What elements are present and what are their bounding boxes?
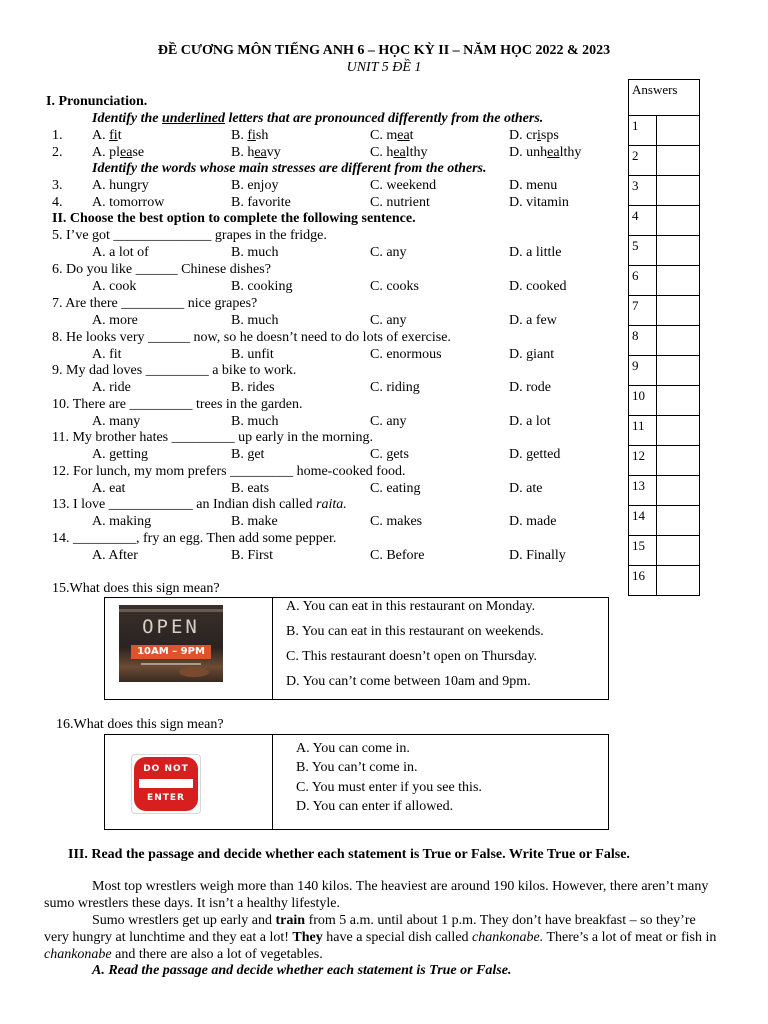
option-a[interactable]: A. cook <box>92 279 137 294</box>
option-d[interactable]: D. menu <box>509 178 558 193</box>
option-d[interactable]: D. a few <box>509 313 557 328</box>
option-b[interactable]: B. unfit <box>231 347 274 362</box>
option-d[interactable]: D. ate <box>509 481 543 496</box>
section1-instruction-2: Identify the words whose main stresses are different from the others. <box>92 161 487 176</box>
answer-cell[interactable] <box>657 326 700 356</box>
question-text: 10. There are _________ trees in the garden. <box>52 397 303 412</box>
option-b[interactable]: B. rides <box>231 380 275 395</box>
option-d[interactable]: D. a little <box>509 245 562 260</box>
answer-number: 9 <box>629 356 657 386</box>
option-a[interactable]: A. a lot of <box>92 245 149 260</box>
answer-cell[interactable] <box>657 446 700 476</box>
option-b[interactable]: B. get <box>231 447 265 462</box>
option-c[interactable]: C. any <box>370 414 407 429</box>
question-text: 8. He looks very ______ now, so he doesn’t need to do lots of exercise. <box>52 330 451 345</box>
answer-number: 14 <box>629 506 657 536</box>
answers-header: Answers <box>629 80 700 116</box>
option-b[interactable]: B. You can’t come in. <box>296 760 418 775</box>
option-c[interactable]: C. healthy <box>370 145 428 160</box>
answer-number: 4 <box>629 206 657 236</box>
option-d[interactable]: D. giant <box>509 347 555 362</box>
option-d[interactable]: D. rode <box>509 380 551 395</box>
answer-number: 13 <box>629 476 657 506</box>
passage-paragraph-1: Most top wrestlers weigh more than 140 kilos. The heaviest are around 190 kilos. However, there aren’t many sumo wrestlers these days. It isn’t a healthy lifestyle. <box>44 879 709 911</box>
option-c[interactable]: C. meat <box>370 128 414 143</box>
option-c[interactable]: C. cooks <box>370 279 419 294</box>
option-d[interactable]: D. made <box>509 514 557 529</box>
option-c[interactable]: C. You must enter if you see this. <box>296 780 482 795</box>
option-b[interactable]: B. fish <box>231 128 269 143</box>
question-number: 3. <box>52 178 63 193</box>
do-not-enter-sign <box>131 754 201 814</box>
answer-cell[interactable] <box>657 386 700 416</box>
option-b[interactable]: B. much <box>231 414 279 429</box>
question-text: 16.What does this sign mean? <box>56 717 224 732</box>
q16-box <box>104 734 609 830</box>
question-text: 12. For lunch, my mom prefers _________ home-cooked food. <box>52 464 406 479</box>
option-a[interactable]: A. fit <box>92 347 122 362</box>
option-b[interactable]: B. You can eat in this restaurant on weekends. <box>286 624 544 639</box>
option-a[interactable]: A. making <box>92 514 152 529</box>
section2-heading: II. Choose the best option to complete the following sentence. <box>52 211 416 226</box>
option-b[interactable]: B. heavy <box>231 145 281 160</box>
answer-number: 2 <box>629 146 657 176</box>
question-text: 9. My dad loves _________ a bike to work. <box>52 363 297 378</box>
option-b[interactable]: B. enjoy <box>231 178 279 193</box>
section1-instruction-1: Identify the underlined letters that are pronounced differently from the others. <box>92 111 544 126</box>
answer-number: 6 <box>629 266 657 296</box>
option-a[interactable]: A. After <box>92 548 138 563</box>
option-a[interactable]: A. eat <box>92 481 126 496</box>
question-number: 2. <box>52 145 63 160</box>
answer-cell[interactable] <box>657 206 700 236</box>
question-text: 7. Are there _________ nice grapes? <box>52 296 258 311</box>
option-c[interactable]: C. Before <box>370 548 425 563</box>
page-subtitle: UNIT 5 ĐỀ 1 <box>346 60 422 75</box>
option-a[interactable]: A. tomorrow <box>92 195 165 210</box>
answer-number: 16 <box>629 566 657 596</box>
answer-cell[interactable] <box>657 416 700 446</box>
answers-table <box>628 79 700 596</box>
option-b[interactable]: B. much <box>231 313 279 328</box>
answer-number: 15 <box>629 536 657 566</box>
answer-cell[interactable] <box>657 296 700 326</box>
answer-cell[interactable] <box>657 506 700 536</box>
answer-number: 7 <box>629 296 657 326</box>
option-c[interactable]: C. riding <box>370 380 420 395</box>
option-c[interactable]: C. any <box>370 245 407 260</box>
answer-cell[interactable] <box>657 146 700 176</box>
answer-number: 12 <box>629 446 657 476</box>
answer-number: 11 <box>629 416 657 446</box>
option-b[interactable]: B. favorite <box>231 195 291 210</box>
option-d[interactable]: D. Finally <box>509 548 566 563</box>
question-text: 6. Do you like ______ Chinese dishes? <box>52 262 271 277</box>
option-c[interactable]: C. This restaurant doesn’t open on Thursday. <box>286 649 538 664</box>
option-c[interactable]: C. weekend <box>370 178 437 193</box>
answer-number: 1 <box>629 116 657 146</box>
option-a[interactable]: A. ride <box>92 380 131 395</box>
option-b[interactable]: B. cooking <box>231 279 293 294</box>
answer-number: 8 <box>629 326 657 356</box>
option-b[interactable]: B. First <box>231 548 274 563</box>
option-d[interactable]: D. getted <box>509 447 561 462</box>
option-d[interactable]: D. You can’t come between 10am and 9pm. <box>286 674 531 689</box>
question-text: 5. I’ve got ______________ grapes in the fridge. <box>52 228 327 243</box>
option-c[interactable]: C. enormous <box>370 347 442 362</box>
sign-text-bottom: ENTER <box>147 793 185 803</box>
answer-number: 5 <box>629 236 657 266</box>
section3-heading: III. Read the passage and decide whether each statement is True or False. Write True or False. <box>68 847 630 862</box>
option-b[interactable]: B. make <box>231 514 278 529</box>
answer-cell[interactable] <box>657 116 700 146</box>
question-number: 4. <box>52 195 63 210</box>
option-a[interactable]: A. many <box>92 414 141 429</box>
passage-paragraph-2: Sumo wrestlers get up early and train from 5 a.m. until about 1 p.m. They don’t have breakfast – so they’re very hungry at lunchtime and they eat a lot! They have a special dish called chankonabe. There’s a lot of meat or fish in chankonabe and there are also a lot of vegetables. <box>44 913 717 962</box>
question-text: 15.What does this sign mean? <box>52 581 220 596</box>
option-d[interactable]: D. unhealthy <box>509 145 582 160</box>
answer-number: 3 <box>629 176 657 206</box>
question-text: 14. _________, fry an egg. Then add some pepper. <box>52 531 337 546</box>
option-c[interactable]: C. nutrient <box>370 195 430 210</box>
open-sign-image <box>119 605 223 682</box>
option-c[interactable]: C. any <box>370 313 407 328</box>
question-number: 1. <box>52 128 63 143</box>
answer-cell[interactable] <box>657 176 700 206</box>
open-sign-text: OPEN <box>142 616 200 638</box>
option-d[interactable]: D. cooked <box>509 279 567 294</box>
answer-cell[interactable] <box>657 476 700 506</box>
answer-cell[interactable] <box>657 236 700 266</box>
answer-cell[interactable] <box>657 266 700 296</box>
open-sign-hours: 10AM – 9PM <box>131 645 211 659</box>
sign-text-top: DO NOT <box>143 764 189 774</box>
answer-cell[interactable] <box>657 356 700 386</box>
option-d[interactable]: D. vitamin <box>509 195 569 210</box>
option-c[interactable]: C. makes <box>370 514 423 529</box>
q15-box <box>104 597 609 700</box>
answer-cell[interactable] <box>657 566 700 596</box>
question-text: 13. I love ____________ an Indian dish called raita. <box>52 497 347 512</box>
option-d[interactable]: D. a lot <box>509 414 551 429</box>
answer-number: 10 <box>629 386 657 416</box>
option-d[interactable]: D. You can enter if allowed. <box>296 799 454 814</box>
option-a[interactable]: A. please <box>92 145 145 160</box>
option-c[interactable]: C. gets <box>370 447 409 462</box>
page-title: ĐỀ CƯƠNG MÔN TIẾNG ANH 6 – HỌC KỲ II – NĂM HỌC 2022 & 2023 <box>157 43 611 58</box>
option-a[interactable]: A. more <box>92 313 138 328</box>
option-c[interactable]: C. eating <box>370 481 421 496</box>
answer-cell[interactable] <box>657 536 700 566</box>
option-d[interactable]: D. crisps <box>509 128 559 143</box>
section1-heading: I. Pronunciation. <box>46 94 148 109</box>
option-a[interactable]: A. You can come in. <box>296 741 410 756</box>
question-text: 11. My brother hates _________ up early in the morning. <box>52 430 374 445</box>
option-b[interactable]: B. much <box>231 245 279 260</box>
option-a[interactable]: A. fit <box>92 128 122 143</box>
option-a[interactable]: A. You can eat in this restaurant on Monday. <box>286 599 536 614</box>
option-b[interactable]: B. eats <box>231 481 270 496</box>
option-a[interactable]: A. getting <box>92 447 148 462</box>
section3-subheading: A. Read the passage and decide whether each statement is True or False. <box>92 963 512 978</box>
option-a[interactable]: A. hungry <box>92 178 149 193</box>
